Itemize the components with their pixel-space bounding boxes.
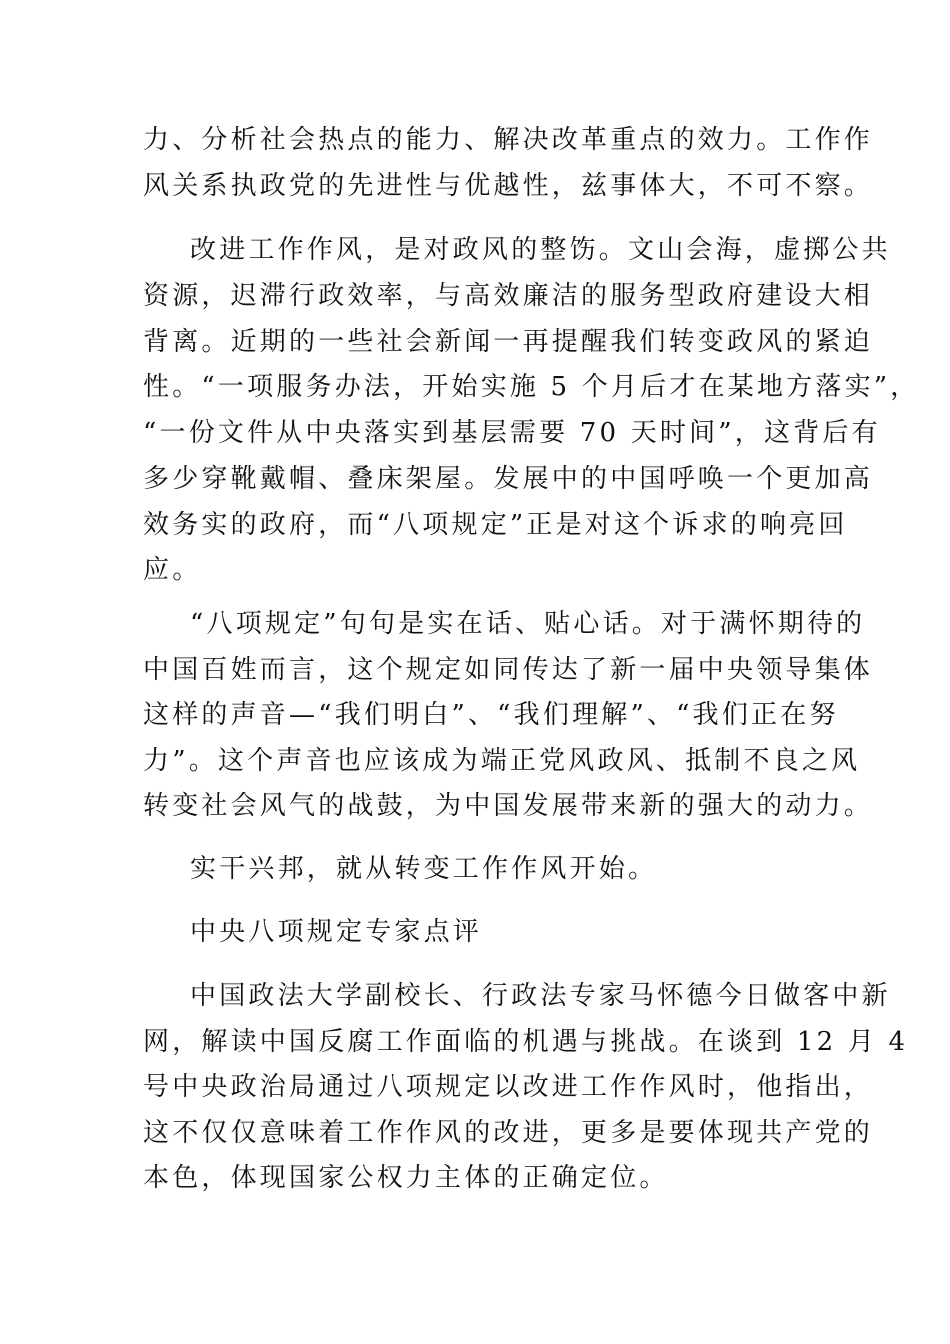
subheading-text: 中央八项规定专家点评 bbox=[190, 917, 483, 947]
text-line: “八项规定”句句是实在话、贴心话。对于满怀期待的 bbox=[190, 609, 866, 639]
text-line: 这样的声音—“我们明白”、“我们理解”、“我们正在努 bbox=[143, 700, 839, 730]
text-line: 背离。近期的一些社会新闻一再提醒我们转变政风的紧迫 bbox=[143, 327, 874, 357]
text-line: 转变社会风气的战鼓，为中国发展带来新的强大的动力。 bbox=[143, 791, 874, 821]
text-line: 多少穿靴戴帽、叠床架屋。发展中的中国呼唤一个更加高 bbox=[143, 464, 874, 494]
text-line: 中国政法大学副校长、行政法专家马怀德今日做客中新 bbox=[190, 981, 891, 1011]
text-line: 网，解读中国反腐工作面临的机遇与挑战。在谈到 12 月 4 bbox=[143, 1027, 909, 1057]
text-line: 应。 bbox=[143, 555, 202, 585]
text-line: 风关系执政党的先进性与优越性，兹事体大，不可不察。 bbox=[143, 171, 874, 201]
text-line: 实干兴邦，就从转变工作作风开始。 bbox=[190, 854, 658, 884]
text-line: 这不仅仅意味着工作作风的改进，更多是要体现共产党的 bbox=[143, 1118, 874, 1148]
text-line: 性。“一项服务办法，开始实施 5 个月后才在某地方落实”， bbox=[143, 372, 920, 402]
text-line: 力、分析社会热点的能力、解决改革重点的效力。工作作 bbox=[143, 125, 874, 155]
text-line: 本色，体现国家公权力主体的正确定位。 bbox=[143, 1163, 669, 1193]
text-line: 资源，迟滞行政效率，与高效廉洁的服务型政府建设大相 bbox=[143, 281, 874, 311]
text-line: 号中央政治局通过八项规定以改进工作作风时，他指出， bbox=[143, 1072, 874, 1102]
text-line: 力”。这个声音也应该成为端正党风政风、抵制不良之风 bbox=[143, 746, 861, 776]
text-line: 效务实的政府，而“八项规定”正是对这个诉求的响亮回 bbox=[143, 510, 848, 540]
text-line: “一份文件从中央落实到基层需要 70 天时间”，这背后有 bbox=[143, 418, 881, 448]
text-line: 中国百姓而言，这个规定如同传达了新一届中央领导集体 bbox=[143, 655, 874, 685]
text-line: 改进工作作风，是对政风的整饬。文山会海，虚掷公共 bbox=[190, 235, 891, 265]
